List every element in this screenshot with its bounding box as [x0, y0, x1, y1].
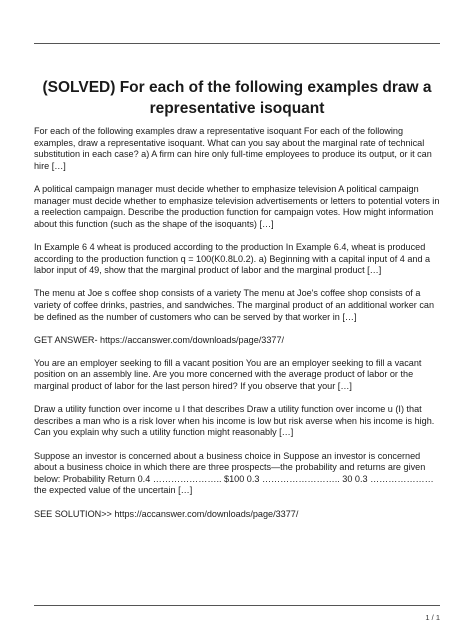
page-number: 1 / 1 [425, 613, 440, 622]
paragraph-investor: Suppose an investor is concerned about a business choice in Suppose an investor is concerned about a business choice in which there are three prospects—the probability and returns are given below: Probability Return 0.4 ………………….. $100 0.3 …………………….. 30 0.3 ………………… the expected value of the uncertain […] [34, 450, 434, 496]
get-answer-link[interactable]: GET ANSWER- https://accanswer.com/downloads/page/3377/ [34, 334, 285, 345]
bottom-rule [34, 605, 440, 606]
paragraph-coffee-shop: The menu at Joe s coffee shop consists of a variety The menu at Joe's coffee shop consists of a variety of coffee drinks, pastries, and sandwiches. The marginal product of an additional worker can be defined as the number of customers who can be served by that worker in […] [34, 288, 435, 322]
page-title: (SOLVED) For each of the following examples draw a representative isoquant [42, 79, 432, 117]
paragraph-isoquant: For each of the following examples draw a representative isoquant For each of the following examples, draw a representative isoquant. What can you say about the marginal rate of technical substitution in each case? a) A firm can hire only full-time employees to produce its output, or it can hire […] [34, 126, 432, 171]
see-solution-link[interactable]: SEE SOLUTION>> https://accanswer.com/downloads/page/3377/ [34, 508, 299, 519]
paragraph-employer: You are an employer seeking to fill a vacant position You are an employer seeking to fill a vacant position on an assembly line. Are you more concerned with the average product of labor or the marginal product of labor for the last person hired? If you observe that your […] [34, 357, 422, 392]
paragraph-utility: Draw a utility function over income u I that describes Draw a utility function over income u (I) that describes a man who is a risk lover when his income is low but risk averse when his income is high. Can you explain why such a utility function might reasonably […] [34, 404, 435, 438]
paragraph-wheat: In Example 6 4 wheat is produced according to the production In Example 6.4, wheat is produced according to the production function q = 100(K0.8L0.2). a) Beginning with a capital input of 4 and a labor input of 49, show that the marginal product of labor and the marginal product […] [34, 241, 431, 276]
paragraph-campaign: A political campaign manager must decide whether to emphasize television A political campaign manager must decide whether to emphasize television advertisements or letters to potential voters in a reelection campaign. Describe the production function for campaign votes. How might information about this function (such as the shape of the isoquants) […] [34, 183, 440, 229]
document-body [34, 126, 440, 532]
top-rule [34, 43, 440, 44]
